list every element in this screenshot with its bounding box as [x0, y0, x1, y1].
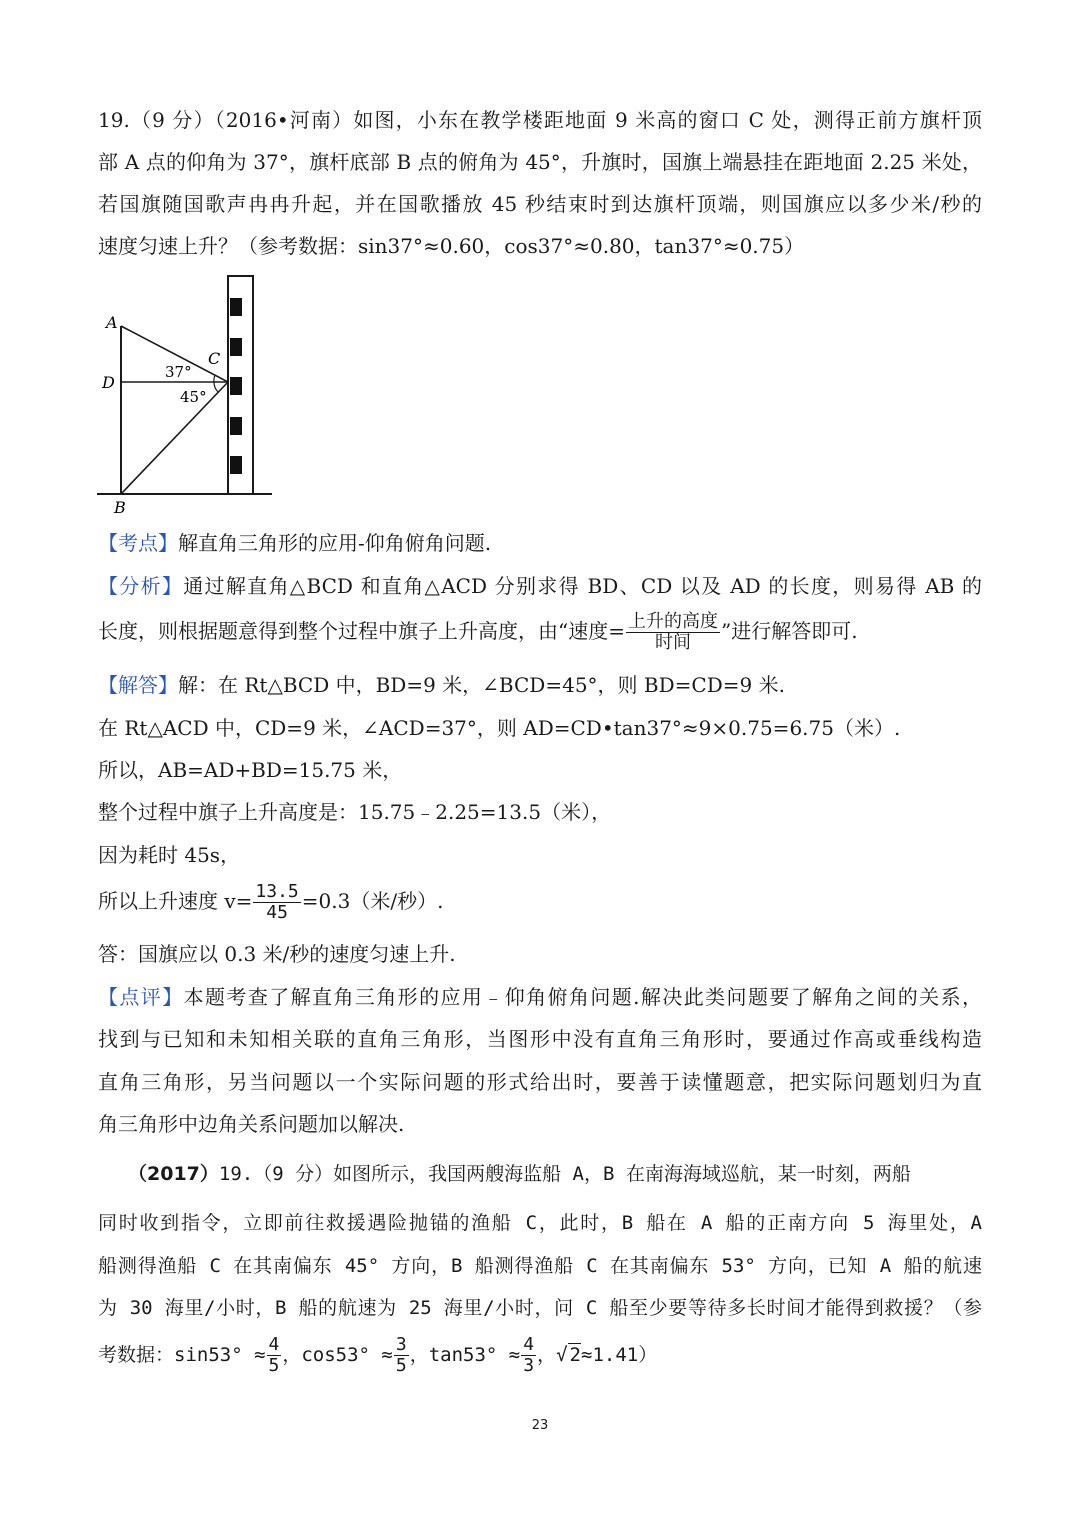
angle-arc-top — [214, 375, 215, 382]
sin53-fraction — [267, 1335, 282, 1376]
problem-2017-line-1 — [128, 1160, 982, 1188]
fenxi-tag: 【分析】 — [98, 574, 184, 598]
velocity-fraction — [253, 882, 300, 923]
tan53-fraction — [521, 1335, 536, 1376]
fraction-denominator: 3 — [523, 1355, 535, 1376]
problem-2017-year: （2017） — [128, 1163, 219, 1185]
fraction-denominator: 45 — [266, 902, 288, 923]
jieda-text-6-before: 所以上升速度 v= — [98, 889, 253, 913]
problem-2017-line-4: 为 30 海里/小时，B 船的航速为 25 海里/小时，问 C 船至少要等待多长时间才能得到救援？（参 — [98, 1297, 982, 1319]
tan-label: ，tan53° ≈ — [409, 1344, 521, 1366]
speed-formula-fraction — [626, 612, 720, 653]
problem-2017-line-3: 船测得渔船 C 在其南偏东 45° 方向，B 船测得渔船 C 在其南偏东 53° 方向，已知 A 船的航速 — [98, 1255, 982, 1277]
fenxi-text-2-before: 长度，则根据题意得到整个过程中旗子上升高度，由“速度= — [98, 619, 625, 643]
jieda-line-1 — [98, 671, 982, 699]
building-window — [230, 298, 242, 316]
dianping-line-2: 找到与已知和未知相关联的直角三角形，当图形中没有直角三角形时，要通过作高或垂线构造 — [98, 1027, 982, 1051]
dianping-line-4: 角三角形中边角关系问题加以解决. — [98, 1112, 405, 1136]
fenxi-text-1: 通过解直角△BCD 和直角△ACD 分别求得 BD、CD 以及 AD 的长度，则易得 AB 的 — [183, 574, 983, 598]
dianping-line-3: 直角三角形，另当问题以一个实际问题的形式给出时，要善于读懂题意，把实际问题划归为直 — [98, 1070, 982, 1094]
label-a: A — [106, 313, 118, 332]
kaodian-tag: 【考点】 — [98, 531, 178, 555]
kaodian-section — [98, 529, 982, 557]
fraction-denominator: 5 — [268, 1355, 280, 1376]
page-number: 23 — [531, 1418, 549, 1433]
sqrt-separator: ， — [537, 1344, 557, 1366]
problem-2016-line-4: 速度匀速上升？（参考数据：sin37°≈0.60，cos37°≈0.80，tan37°≈0.75） — [98, 234, 805, 258]
jieda-line-2: 在 Rt△ACD 中，CD=9 米，∠ACD=37°，则 AD=CD•tan37°≈9×0.75=6.75（米）. — [98, 716, 901, 740]
dianping-tag: 【点评】 — [98, 985, 184, 1009]
cos-label: ，cos53° ≈ — [282, 1344, 393, 1366]
label-d: D — [102, 373, 115, 392]
building-window — [230, 417, 242, 435]
fraction-numerator: 3 — [395, 1334, 407, 1355]
problem-2016-line-2: 部 A 点的仰角为 37°，旗杆底部 B 点的俯角为 45°，升旗时，国旗上端悬挂在距地面 2.25 米处， — [98, 150, 982, 174]
fraction-numerator: 4 — [523, 1334, 535, 1355]
building-window — [230, 377, 242, 395]
jieda-line-3: 所以，AB=AD+BD=15.75 米， — [98, 758, 403, 782]
fenxi-line-1 — [98, 572, 982, 600]
problem-2016-line-1: 19.（9 分）（2016•河南）如图，小东在教学楼距地面 9 米高的窗口 C 处，测得正前方旗杆顶 — [98, 108, 982, 132]
fraction-numerator: 4 — [268, 1334, 280, 1355]
jieda-line-5: 因为耗时 45s， — [98, 843, 241, 867]
building-window — [230, 338, 242, 356]
jieda-text-1: 解：在 Rt△BCD 中，BD=9 米，∠BCD=45°，则 BD=CD=9 米. — [178, 673, 785, 697]
label-c: C — [208, 349, 221, 368]
dianping-text-1: 本题考查了解直角三角形的应用﹣仰角俯角问题.解决此类问题要了解角之间的关系， — [183, 985, 982, 1009]
jieda-line-6 — [98, 877, 982, 925]
angle-label-bottom: 45° — [180, 388, 207, 406]
fraction-denominator: 5 — [395, 1355, 407, 1376]
fraction-numerator: 上升的高度 — [627, 611, 718, 632]
line-cb — [121, 382, 228, 494]
angle-arc-bottom — [214, 382, 218, 392]
problem-2017-text-1: 19.（9 分）如图所示，我国两艘海监船 A，B 在南海海域巡航，某一时刻，两船 — [218, 1163, 911, 1185]
jieda-line-4: 整个过程中旗子上升高度是：15.75﹣2.25=13.5（米）， — [98, 800, 612, 824]
jieda-tag: 【解答】 — [98, 673, 178, 697]
kaodian-text: 解直角三角形的应用-仰角俯角问题. — [178, 531, 492, 555]
cos53-fraction — [394, 1335, 409, 1376]
problem-2017-line-5 — [98, 1331, 982, 1379]
ref-prefix: 考数据：sin53° ≈ — [98, 1344, 266, 1366]
angle-label-top: 37° — [165, 363, 192, 381]
sqrt-tail: ≈1.41） — [581, 1344, 658, 1366]
jieda-text-6-after: =0.3（米/秒）. — [301, 889, 444, 913]
fenxi-text-2-after: ”进行解答即可. — [720, 619, 858, 643]
building-window — [230, 456, 242, 474]
fraction-numerator: 13.5 — [255, 881, 299, 902]
jieda-answer: 答：国旗应以 0.3 米/秒的速度匀速上升. — [98, 942, 456, 966]
problem-2016-line-3: 若国旗随国歌声冉冉升起，并在国歌播放 45 秒结束时到达旗杆顶端，则国旗应以多少米/秒的 — [98, 192, 982, 216]
sqrt-value: 2 — [569, 1344, 581, 1366]
fenxi-line-2 — [98, 608, 982, 654]
fraction-denominator: 时间 — [654, 632, 691, 653]
dianping-line-1 — [98, 983, 982, 1011]
sqrt-sign: √ — [556, 1344, 568, 1366]
geometry-figure — [92, 270, 282, 520]
problem-2017-line-2: 同时收到指令，立即前往救援遇险抛锚的渔船 C，此时，B 船在 A 船的正南方向 5 海里处，A — [98, 1212, 982, 1234]
label-b: B — [114, 498, 126, 517]
